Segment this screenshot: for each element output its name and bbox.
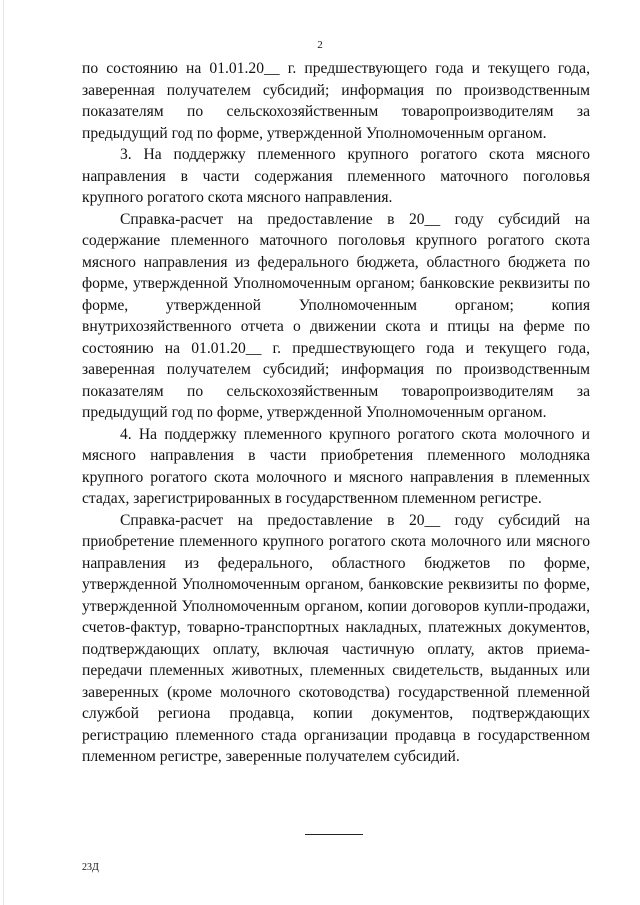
paragraph-item-3: 3. На поддержку племенного крупного рогатого скота мясного направления в части содержания племенного маточного поголовья крупного рогатого скота мясного направления. xyxy=(82,146,590,206)
page-number: 2 xyxy=(317,39,323,51)
scan-edge xyxy=(3,0,4,905)
document-body xyxy=(82,58,590,768)
end-separator-line xyxy=(305,834,363,835)
paragraph-calculation-3: Справка-расчет на предоставление в 20__ году субсидий на содержание племенного маточного поголовья крупного рогатого скота мясного направления из федерального бюджета, областного бюджета по форме, утвержденной Уполномоченным органом; банковские реквизиты по форме, утвержденной Уполномоченным органом; копия внутрихозяйственного отчета о движении скота и птицы на ферме по состоянию на 01.01.20__ г. предшествующего года и текущего года, заверенная получателем субсидий; информация по производственным показателям по сельскохозяйственным товаропроизводителям за предыдущий год по форме, утвержденной Уполномоченным органом. xyxy=(82,210,590,421)
paragraph-continuation: по состоянию на 01.01.20__ г. предшествующего года и текущего года, заверенная получателем субсидий; информация по производственным показателям по сельскохозяйственным товаропроизводителям за предыдущий год по форме, утвержденной Уполномоченным органом. xyxy=(82,60,590,142)
paragraph-item-4: 4. На поддержку племенного крупного рогатого скота молочного и мясного направления в части приобретения племенного молодняка крупного рогатого скота молочного и мясного направления в племенных стадах, зарегистрированных в государственном племенном регистре. xyxy=(82,425,590,507)
paragraph-calculation-4: Справка-расчет на предоставление в 20__ году субсидий на приобретение племенного крупного рогатого скота молочного или мясного направления из федерального, областного бюджетов по форме, утвержденной Уполномоченным органом, банковские реквизиты по форме, утвержденной Уполномоченным органом, копии договоров купли-продажи, счетов-фактур, товарно-транспортных накладных, платежных документов, подтверждающих оплату, включая частичную оплату, актов приема-передачи племенных животных, племенных свидетельств, выданных или заверенных (кроме молочного скотоводства) государственной племенной службой региона продавца, копии документов, подтверждающих регистрацию племенного стада организации продавца в государственном племенном регистре, заверенные получателем субсидий. xyxy=(82,511,590,765)
document-code: 23Д xyxy=(82,862,99,873)
